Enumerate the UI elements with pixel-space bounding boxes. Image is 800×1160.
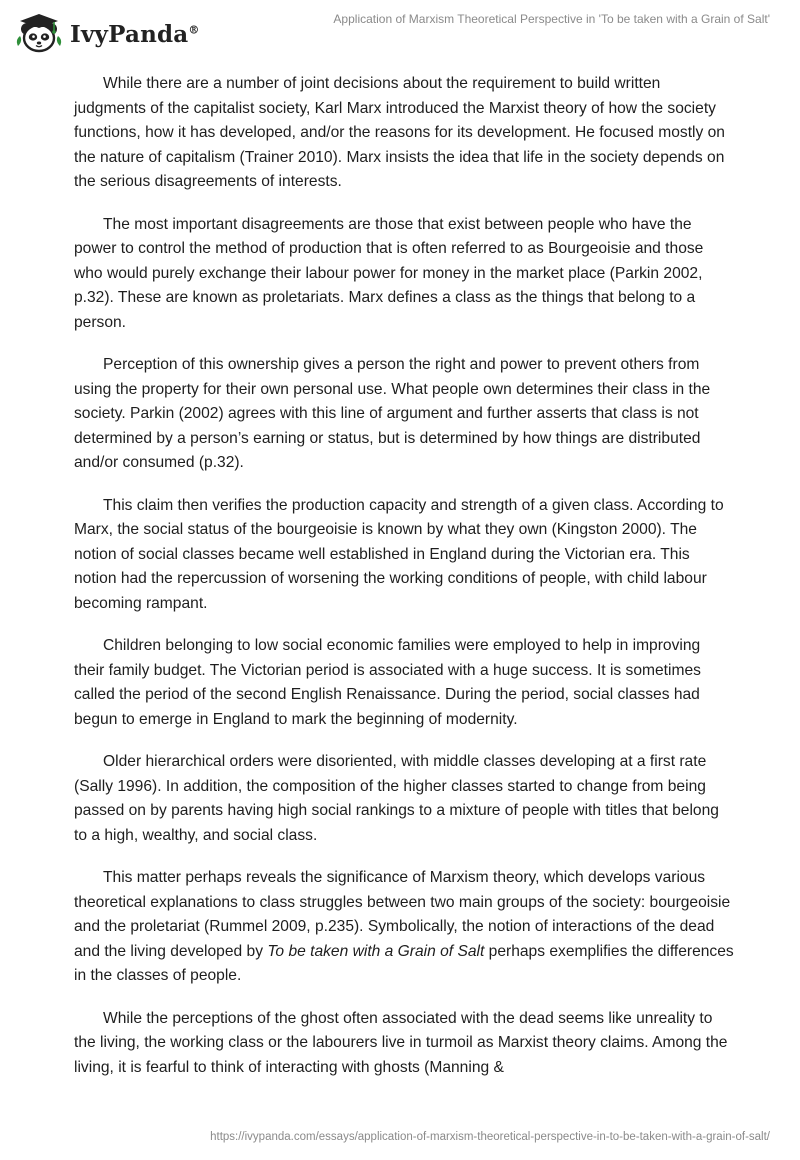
paragraph-4: This claim then verifies the production capacity and strength of a given class. According to Marx, the social status of the bourgeoisie is known by what they own (Kingston 2000). The notion of social classes became well established in England during the Victorian era. This notion had the repercussion of worsening the working conditions of people, with child labour becoming rampant. (74, 496, 724, 612)
brand-name: IvyPanda® (70, 20, 200, 48)
work-title: To be taken with a Grain of Salt (267, 942, 485, 960)
paragraph-7-text-a: This matter perhaps reveals the significance of Marxism theory, which develops various theoretical explanations to class struggles between two main groups of the society: bourgeoisie and the proletariat (Rummel 2009, p.235). Symbolically, the notion of interactions of the dead and the living developed by (74, 869, 731, 960)
paragraph-3: Perception of this ownership gives a person the right and power to prevent others from using the property for their own personal use. What people own determines their class in the society. Parkin (2002) agrees with this line of argument and further asserts that class is not determined by a person’s earning or status, but is determined by how things are distributed and/or consumed (p.32). (74, 356, 711, 471)
paragraph-1: While there are a number of joint decisions about the requirement to build written judgments of the capitalist society, Karl Marx introduced the Marxist theory of how the society functions, how it has developed, and/or the reasons for its development. He focused mostly on the nature of capitalism (Trainer 2010). Marx insists the idea that life in the society depends on the serious disagreements of interests. (74, 75, 725, 190)
ivypanda-logo[interactable] (14, 12, 200, 56)
registered-mark: ® (188, 22, 200, 36)
paragraph-7 (74, 866, 734, 989)
paragraph-5: Children belonging to low social economic families were employed to help in improving their family budget. The Victorian period is associated with a huge success. It is sometimes called the period of the second English Renaissance. During the period, social classes had begun to emerge in England to mark the beginning of modernity. (74, 637, 701, 728)
paragraph-7-text-b: perhaps exemplifies the differences in the classes of people. (74, 942, 734, 984)
paragraph-6: Older hierarchical orders were disoriented, with middle classes developing at a first rate (Sally 1996). In addition, the composition of the higher classes started to change from being passed on by parents having high social rankings to a mixture of people with titles that belong to a high, wealthy, and social class. (74, 753, 719, 844)
essay-body (74, 72, 734, 1098)
paragraph-8: While the perceptions of the ghost often associated with the dead seems like unreality to the living, the working class or the labourers live in turmoil as Marxist theory claims. Among the living, it is fearful to think of interacting with ghosts (Manning & (74, 1009, 728, 1076)
paragraph-2: The most important disagreements are those that exist between people who have the power to control the method of production that is often referred to as Bourgeoisie and those who would purely exchange their labour power for money in the market place (Parkin 2002, p.32). These are known as proletariats. Marx defines a class as the things that belong to a person. (74, 215, 704, 331)
document-title: Application of Marxism Theoretical Perspective in 'To be taken with a Grain of Salt' (333, 12, 770, 26)
source-url[interactable]: https://ivypanda.com/essays/application-of-marxism-theoretical-perspective-in-to-be-taken-with-a-grain-of-salt/ (210, 1131, 770, 1143)
panda-graduate-icon (14, 12, 64, 56)
